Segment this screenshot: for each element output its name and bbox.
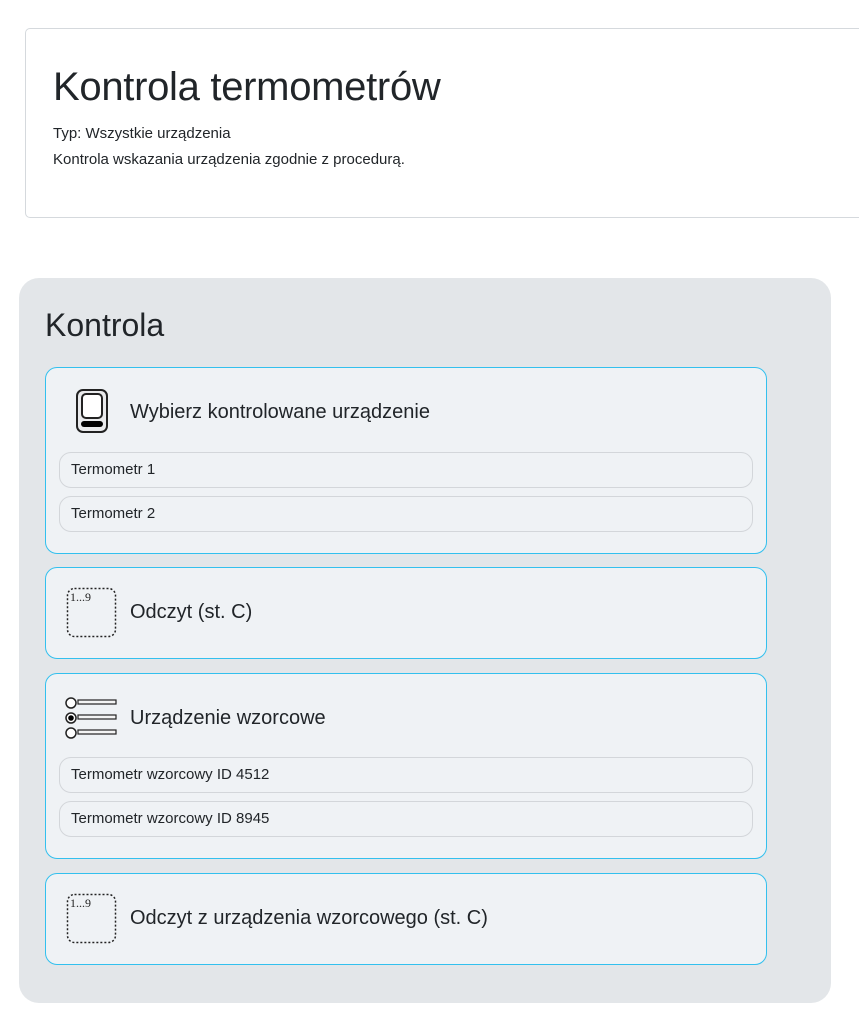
reference-reading-card[interactable]	[45, 873, 767, 965]
option-termometr-2[interactable]: Termometr 2	[59, 496, 753, 532]
svg-text:1...9: 1...9	[70, 896, 91, 910]
number-input-icon	[66, 587, 118, 644]
card-title: Wybierz kontrolowane urządzenie	[130, 401, 430, 423]
reference-device-card	[45, 673, 767, 859]
radio-list-icon	[63, 696, 119, 747]
description: Kontrola wskazania urządzenia zgodnie z procedurą.	[53, 151, 405, 168]
number-input-icon	[66, 893, 118, 950]
device-select-card	[45, 367, 767, 554]
header-card	[25, 28, 859, 218]
panel-title: Kontrola	[45, 307, 165, 343]
device-select-icon	[75, 388, 109, 439]
svg-text:1...9: 1...9	[70, 590, 91, 604]
card-title: Odczyt (st. C)	[130, 601, 253, 623]
control-panel	[19, 278, 831, 1003]
option-termometr-1[interactable]: Termometr 1	[59, 452, 753, 488]
reading-card[interactable]	[45, 567, 767, 659]
card-title: Odczyt z urządzenia wzorcowego (st. C)	[130, 907, 488, 929]
page-title: Kontrola termometrów	[53, 65, 441, 109]
card-title: Urządzenie wzorcowe	[130, 707, 326, 729]
type-label: Typ: Wszystkie urządzenia	[53, 125, 231, 142]
option-reference-8945[interactable]: Termometr wzorcowy ID 8945	[59, 801, 753, 837]
option-reference-4512[interactable]: Termometr wzorcowy ID 4512	[59, 757, 753, 793]
